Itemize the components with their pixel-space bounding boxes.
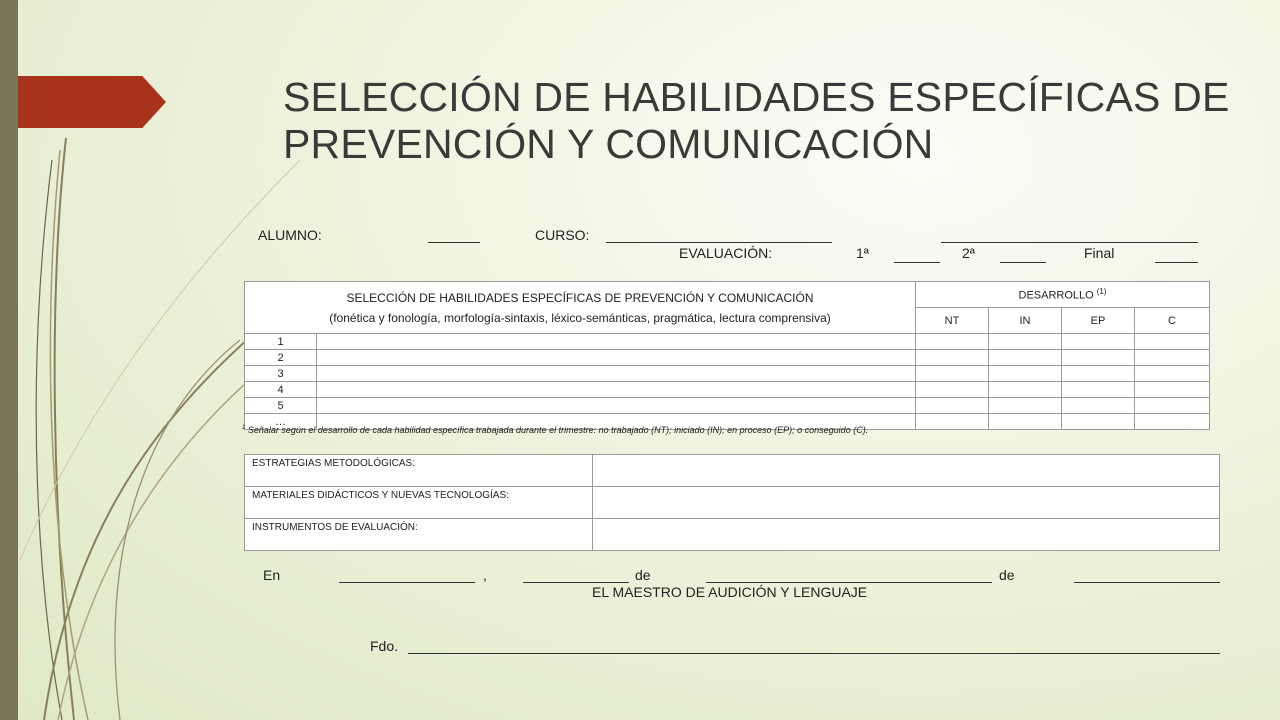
- in-cell[interactable]: [989, 398, 1062, 414]
- skill-cell[interactable]: [317, 350, 916, 366]
- skills-heading-cell: [245, 282, 916, 334]
- col-in: IN: [989, 308, 1062, 334]
- desarrollo-label: DESARROLLO: [1018, 289, 1094, 302]
- ep-cell[interactable]: [1062, 382, 1135, 398]
- col-ep: EP: [1062, 308, 1135, 334]
- month-field[interactable]: [706, 582, 992, 583]
- c-cell[interactable]: [1135, 350, 1210, 366]
- title-arrow-marker: [18, 76, 166, 128]
- c-cell[interactable]: [1135, 414, 1210, 430]
- strategy-value-cell[interactable]: [593, 455, 1220, 487]
- footnote-text: Señalar según el desarrollo de cada habilidad específica trabajada durante el trimestre: no trabajado (NT); iniciado (IN); en proceso (EP); o conseguido (C).: [247, 425, 869, 435]
- comma: ,: [483, 567, 487, 583]
- skills-table: [244, 281, 1210, 430]
- desarrollo-header: [916, 282, 1210, 308]
- nt-cell[interactable]: [916, 382, 989, 398]
- alumno-label: ALUMNO:: [258, 227, 322, 243]
- ep-cell[interactable]: [1062, 334, 1135, 350]
- row-number: …: [245, 414, 317, 430]
- instruments-label: INSTRUMENTOS DE EVALUACIÓN:: [245, 519, 593, 551]
- skill-cell[interactable]: [317, 366, 916, 382]
- table-row: [245, 334, 1210, 350]
- year-field[interactable]: [1074, 582, 1220, 583]
- table-row: [245, 398, 1210, 414]
- teacher-role: EL MAESTRO DE AUDICIÓN Y LENGUAJE: [592, 584, 868, 600]
- row-number: 2: [245, 350, 317, 366]
- in-cell[interactable]: [989, 350, 1062, 366]
- ep-cell[interactable]: [1062, 366, 1135, 382]
- curso-label: CURSO:: [535, 227, 590, 243]
- c-cell[interactable]: [1135, 366, 1210, 382]
- materials-value-cell[interactable]: [593, 487, 1220, 519]
- c-cell[interactable]: [1135, 398, 1210, 414]
- de-label-2: de: [999, 567, 1015, 583]
- row-number: 3: [245, 366, 317, 382]
- de-label: de: [635, 567, 651, 583]
- desarrollo-note: (1): [1096, 287, 1107, 297]
- alumno-field[interactable]: [428, 242, 480, 243]
- eval-first-field[interactable]: [894, 262, 940, 263]
- row-number: 5: [245, 398, 317, 414]
- nt-cell[interactable]: [916, 366, 989, 382]
- table-row: [245, 487, 1220, 519]
- strategy-label: ESTRATEGIAS METODOLÓGICAS:: [245, 455, 593, 487]
- ep-cell[interactable]: [1062, 350, 1135, 366]
- in-cell[interactable]: [989, 366, 1062, 382]
- nt-cell[interactable]: [916, 414, 989, 430]
- eval-second-field[interactable]: [1000, 262, 1046, 263]
- in-cell[interactable]: [989, 382, 1062, 398]
- en-label: En: [263, 567, 281, 583]
- in-cell[interactable]: [989, 334, 1062, 350]
- table-row: [245, 519, 1220, 551]
- skill-cell[interactable]: [317, 334, 916, 350]
- table-row: [245, 455, 1220, 487]
- skill-cell[interactable]: [317, 382, 916, 398]
- nt-cell[interactable]: [916, 350, 989, 366]
- table-row: [245, 366, 1210, 382]
- skills-subheading: (fonética y fonología, morfología-sintaxis, léxico-semánticas, pragmática, lectura comprensiva): [329, 310, 831, 325]
- c-cell[interactable]: [1135, 382, 1210, 398]
- day-field[interactable]: [523, 582, 629, 583]
- nt-cell[interactable]: [916, 398, 989, 414]
- ep-cell[interactable]: [1062, 414, 1135, 430]
- place-field[interactable]: [339, 582, 475, 583]
- evaluacion-label: EVALUACIÓN:: [679, 245, 773, 261]
- eval-second-label: 2ª: [962, 245, 975, 261]
- page-title: SELECCIÓN DE HABILIDADES ESPECÍFICAS DE PREVENCIÓN Y COMUNICACIÓN: [283, 74, 1230, 167]
- footnote: [242, 425, 868, 435]
- row-number: 1: [245, 334, 317, 350]
- curso-field[interactable]: [606, 242, 832, 243]
- ep-cell[interactable]: [1062, 398, 1135, 414]
- table-row: [245, 382, 1210, 398]
- signature-field[interactable]: [408, 653, 1220, 654]
- row-number: 4: [245, 382, 317, 398]
- col-c: C: [1135, 308, 1210, 334]
- c-cell[interactable]: [1135, 334, 1210, 350]
- strategy-table: [244, 454, 1220, 551]
- eval-final-label: Final: [1084, 245, 1115, 261]
- nt-cell[interactable]: [916, 334, 989, 350]
- in-cell[interactable]: [989, 414, 1062, 430]
- eval-final-field[interactable]: [1155, 262, 1198, 263]
- extra-field[interactable]: [941, 242, 1198, 243]
- eval-first-label: 1ª: [856, 245, 869, 261]
- materials-label: MATERIALES DIDÁCTICOS Y NUEVAS TECNOLOGÍAS:: [245, 487, 593, 519]
- skills-heading: SELECCIÓN DE HABILIDADES ESPECÍFICAS DE PREVENCIÓN Y COMUNICACIÓN: [346, 290, 814, 305]
- instruments-value-cell[interactable]: [593, 519, 1220, 551]
- footnote-marker: 1: [242, 425, 246, 431]
- col-nt: NT: [916, 308, 989, 334]
- fdo-label: Fdo.: [370, 638, 399, 654]
- table-row: [245, 350, 1210, 366]
- skill-cell[interactable]: [317, 398, 916, 414]
